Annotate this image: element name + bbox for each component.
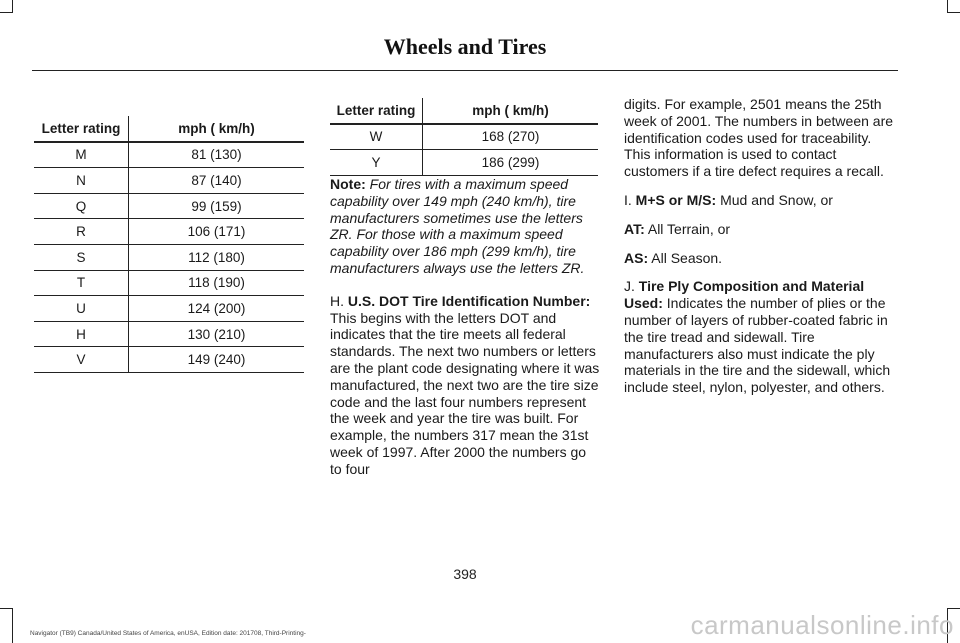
speed-cell: 130 (210): [129, 321, 305, 347]
speed-rating-table-1: [34, 116, 304, 373]
at-text: All Terrain, or: [647, 220, 731, 237]
section-j-text: Indicates the number of plies or the number of layers of rubber-coated fabric in the tire tread and sidewall. Tire manufacturers also must indicate the ply materials in the tire and the sidewall, which include steel, nylon, polyester, and others.: [624, 295, 891, 396]
column-header-letter-rating: Letter rating: [34, 116, 129, 142]
letter-cell: T: [34, 270, 129, 296]
letter-cell: Q: [34, 193, 129, 219]
section-j-paragraph: [624, 278, 895, 396]
letter-cell: W: [330, 124, 423, 150]
table-row: [34, 219, 304, 245]
letter-cell: N: [34, 168, 129, 194]
table-row: [34, 347, 304, 373]
table-row: [34, 270, 304, 296]
page-number: 398: [453, 566, 477, 582]
as-paragraph: [624, 250, 895, 267]
section-i-heading: M+S or M/S:: [635, 191, 717, 208]
header-divider: [32, 70, 898, 71]
crop-mark-bottom-left: [0, 608, 13, 643]
column-header-speed: mph ( km/h): [129, 116, 305, 142]
table-row: [34, 244, 304, 270]
table-row: [34, 296, 304, 322]
page-title: Wheels and Tires: [383, 34, 547, 59]
speed-rating-table-2: [330, 98, 598, 176]
note-text: For tires with a maximum speed capability over 149 mph (240 km/h), tire manufacturers sometimes use the letters ZR. For those with a maximum speed capability over 186 mph (299 km/h), tire manufacturers always use the letters ZR.: [330, 176, 585, 276]
table-row: [34, 193, 304, 219]
speed-cell: 87 (140): [129, 168, 305, 194]
speed-cell: 81 (130): [129, 142, 305, 168]
section-h-heading: U.S. DOT Tire Identification Number:: [347, 292, 591, 309]
section-j-heading: Tire Ply Composition and Material Used:: [624, 278, 865, 312]
watermark-text: carmanualsonline.info: [690, 610, 954, 640]
table-header-row: [330, 98, 598, 124]
note-label: Note:: [330, 176, 366, 192]
column-header-speed: mph ( km/h): [423, 98, 599, 124]
section-j-prefix: J.: [624, 278, 635, 295]
section-i-paragraph: [624, 192, 895, 209]
table-row: [34, 142, 304, 168]
crop-mark-top-right: [947, 0, 960, 13]
table-row: [34, 321, 304, 347]
as-text: All Season.: [651, 249, 723, 266]
letter-cell: M: [34, 142, 129, 168]
section-h-text: This begins with the letters DOT and indicates that the tire meets all federal standards. The next two numbers or letters are the plant code designating where it was manufactured, the next two are the tire size code and the last four numbers represent the week and year the tire was built. For example, the numbers 317 mean the 31st week of 1997. After 2000 the numbers go to four: [330, 309, 600, 477]
right-column-text: [624, 96, 895, 396]
table-row: [34, 168, 304, 194]
speed-cell: 99 (159): [129, 193, 305, 219]
section-h-prefix: H.: [330, 292, 344, 309]
speed-cell: 106 (171): [129, 219, 305, 245]
note-paragraph: [330, 176, 601, 277]
as-heading: AS:: [624, 249, 649, 266]
letter-cell: S: [34, 244, 129, 270]
footer-edition-info: Navigator (TB9) Canada/United States of America, enUSA, Edition date: 201708, Third-Printing-: [30, 630, 306, 637]
letter-cell: R: [34, 219, 129, 245]
letter-cell: Y: [330, 150, 423, 176]
speed-cell: 118 (190): [129, 270, 305, 296]
section-h-paragraph: [330, 293, 601, 478]
table-header-row: [34, 116, 304, 142]
section-i-text: Mud and Snow, or: [720, 191, 833, 208]
letter-cell: U: [34, 296, 129, 322]
letter-cell: H: [34, 321, 129, 347]
speed-cell: 112 (180): [129, 244, 305, 270]
table-row: [330, 124, 598, 150]
section-i-prefix: I.: [624, 191, 632, 208]
speed-cell: 168 (270): [423, 124, 599, 150]
speed-cell: 149 (240): [129, 347, 305, 373]
speed-cell: 124 (200): [129, 296, 305, 322]
table-row: [330, 150, 598, 176]
at-heading: AT:: [624, 220, 645, 237]
speed-cell: 186 (299): [423, 150, 599, 176]
at-paragraph: [624, 221, 895, 238]
middle-column-text: [330, 176, 601, 478]
continued-paragraph: digits. For example, 2501 means the 25th week of 2001. The numbers in between are identification codes used for traceability. This information is used to contact customers if a tire defect requires a recall.: [624, 96, 894, 180]
column-header-letter-rating: Letter rating: [330, 98, 423, 124]
letter-cell: V: [34, 347, 129, 373]
crop-mark-top-left: [0, 0, 13, 13]
